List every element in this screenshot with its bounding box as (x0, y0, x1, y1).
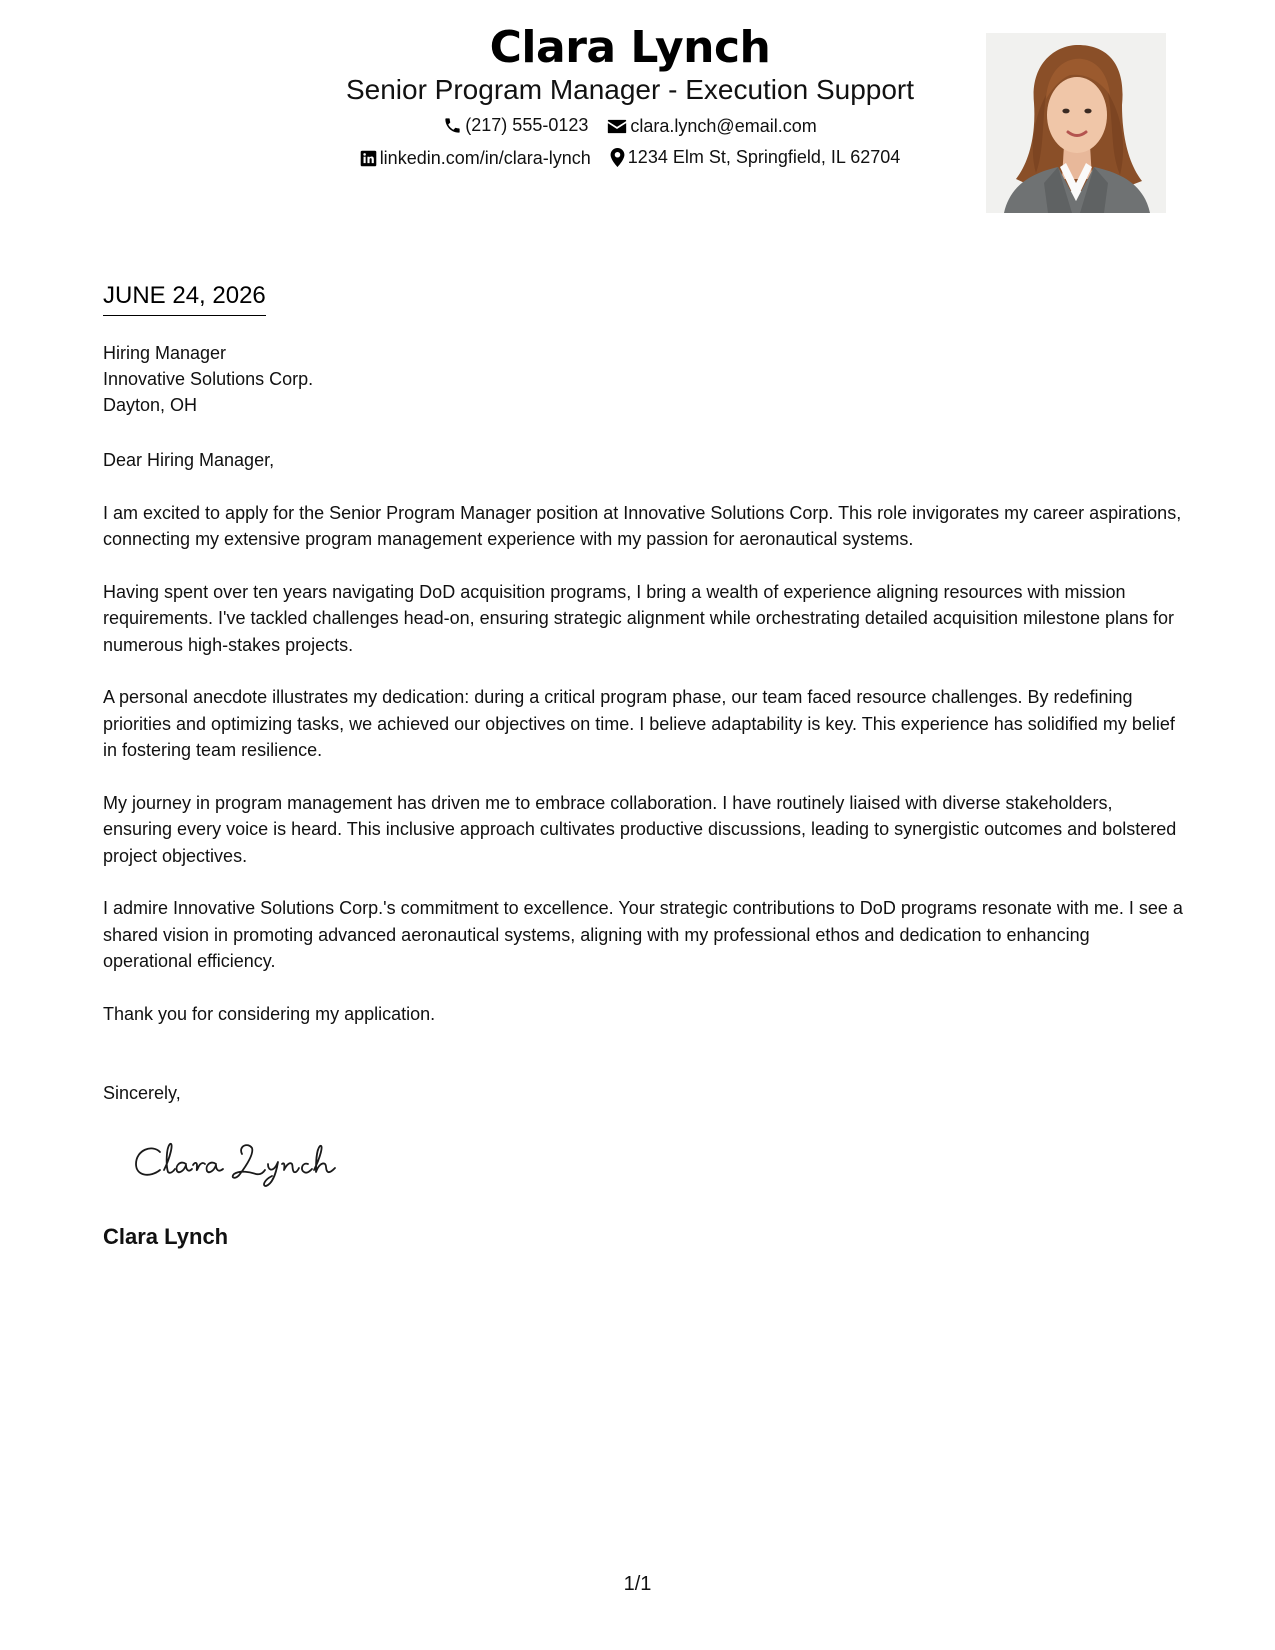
contact-row-primary (280, 113, 980, 141)
body-paragraph: Having spent over ten years navigating DoD acquisition programs, I bring a wealth of experience aligning resources with mission requirements. I've tackled challenges head-on, ensuring strategic alignment while orchestrating detailed acquisition milestone plans for numerous high-stakes projects. (103, 581, 1175, 655)
phone-icon (443, 116, 462, 135)
letter-date: JUNE 24, 2026 (103, 280, 266, 316)
recipient-block (103, 340, 313, 418)
linkedin-icon (360, 150, 377, 167)
handwritten-signature (130, 1132, 340, 1192)
profile-photo (986, 33, 1166, 213)
recipient-location: Dayton, OH (103, 395, 198, 415)
map-marker-icon (610, 148, 625, 167)
body-paragraph: A personal anecdote illustrates my dedication: during a critical program phase, our team faced resource challenges. By redefining priorities and optimizing tasks, we achieved our objectives on time. I believe adaptability is key. This experience has solidified my belief in fostering team resilience. (103, 687, 1175, 760)
contact-email[interactable] (607, 114, 816, 138)
email-text[interactable]: clara.lynch@email.com (630, 116, 817, 136)
job-title: Senior Program Manager - Execution Support (345, 74, 915, 105)
page-number: 1/1 (623, 1573, 652, 1595)
linkedin-text[interactable]: linkedin.com/in/clara-lynch (379, 148, 591, 168)
contact-phone (443, 113, 588, 137)
phone-text: (217) 555-0123 (465, 115, 589, 135)
contact-address (610, 145, 901, 169)
body-paragraph: I am excited to apply for the Senior Program Manager position at Innovative Solutions Corp. This role invigorates my career aspirations, connecting my extensive program management experience with my passion for aeronautical systems. (103, 502, 1182, 549)
signed-name: Clara Lynch (103, 1224, 229, 1249)
recipient-company: Innovative Solutions Corp. (103, 369, 314, 389)
salutation: Dear Hiring Manager, (103, 450, 275, 470)
contact-row-secondary (280, 145, 980, 173)
closing: Sincerely, (103, 1083, 181, 1103)
recipient-name: Hiring Manager (103, 343, 227, 363)
address-text: 1234 Elm St, Springfield, IL 62704 (627, 147, 901, 167)
body-paragraph: My journey in program management has driven me to embrace collaboration. I have routinely liaised with diverse stakeholders, ensuring every voice is heard. This inclusive approach cultivates productive discussions, leading to synergistic outcomes and bolstered project objectives. (103, 792, 1177, 866)
contact-linkedin[interactable] (360, 146, 591, 170)
body-paragraph: I admire Innovative Solutions Corp.'s commitment to excellence. Your strategic contributions to DoD programs resonate with me. I see a shared vision in promoting advanced aeronautical systems, aligning with my professional ethos and dedication to enhancing operational efficiency. (103, 898, 1183, 971)
closing-thanks: Thank you for considering my application. (103, 1003, 436, 1024)
envelope-icon (607, 118, 627, 135)
letter-header (0, 0, 1275, 230)
letter-body (103, 447, 1183, 1053)
applicant-name: Clara Lynch (489, 22, 771, 73)
